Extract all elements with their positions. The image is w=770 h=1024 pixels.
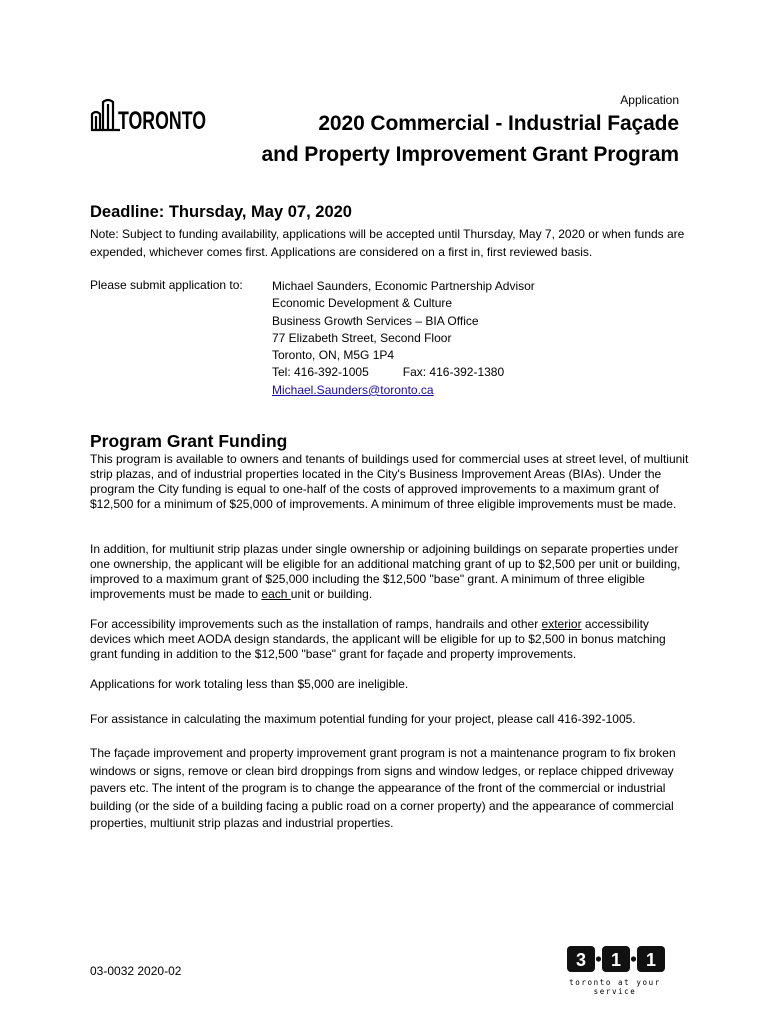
311-digit-2: 1 [610, 950, 622, 970]
funding-paragraph-6: The façade improvement and property improvement grant program is not a maintenance program to fix broken windows or signs, remove or clean bird droppings from signs and window ledges, or replace chipped driveway pavers etc. The intent of the program is to change the appearance of the front of the commercial or industrial building (or the side of a building facing a public road on a corner property) and the appearance of commercial properties, multiunit strip plazas and industrial properties. [90, 746, 676, 830]
page-title-line1: 2020 Commercial - Industrial Façade [318, 112, 679, 135]
form-number: 03-0032 2020-02 [90, 964, 182, 978]
toronto-logo [90, 94, 208, 135]
deadline-heading: Deadline: Thursday, May 07, 2020 [90, 203, 352, 221]
submit-address [272, 278, 692, 399]
funding-paragraph-2 [90, 542, 690, 602]
contact-fax: Fax: 416-392-1380 [402, 365, 505, 380]
311-digit-1: 3 [575, 950, 587, 970]
contact-office: Business Growth Services – BIA Office [272, 313, 479, 328]
contact-tel: Tel: 416-392-1005 [272, 365, 369, 380]
p2-emphasis-each: each [261, 587, 291, 601]
contact-email-link[interactable]: Michael.Saunders@toronto.ca [272, 382, 434, 397]
p2-text-after: unit or building. [290, 587, 373, 601]
p3-emphasis-exterior: exterior [541, 617, 582, 631]
submit-label: Please submit application to: [90, 278, 243, 292]
contact-phone-row [272, 364, 692, 381]
doc-type-label: Application [620, 93, 679, 107]
funding-paragraph-3 [90, 617, 690, 662]
contact-city: Toronto, ON, M5G 1P4 [272, 348, 395, 363]
section-heading-funding: Program Grant Funding [90, 431, 288, 451]
funding-paragraph-5: For assistance in calculating the maximum potential funding for your project, please call 416-392-1005. [90, 712, 636, 726]
page-title-line2: and Property Improvement Grant Program [261, 143, 679, 166]
contact-street: 77 Elizabeth Street, Second Floor [272, 330, 452, 345]
contact-name: Michael Saunders, Economic Partnership Advisor [272, 279, 535, 293]
logo-wordmark: TORONTO [118, 107, 206, 135]
funding-paragraph-1: This program is available to owners and tenants of buildings used for commercial uses at street level, of multiunit strip plazas, and of industrial properties located in the City's Business Improvement Areas (BIAs). Under the program the City funding is equal to one-half of the costs of approved improvements to a maximum grant of $12,500 for a minimum of $25,000 of improvements. A minimum of three eligible improvements must be made. [90, 452, 689, 511]
p2-text-before: In addition, for multiunit strip plazas under single ownership or adjoining buildings on separate properties under one ownership, the applicant will be eligible for an additional matching grant of up to $2,500 per unit or building, improved to a maximum grant of $25,000 including the $12,500 "base" grant. A minimum of three eligible improvements must be made to [90, 542, 681, 601]
311-tagline: toronto at your service [569, 978, 661, 996]
p3-text-before: For accessibility improvements such as the installation of ramps, handrails and other [90, 617, 542, 631]
p3-text-after: accessibility devices which meet AODA design standards, the applicant will be eligible for up to $2,500 in bonus matching grant funding in addition to the $12,500 "base" grant for façade and property improvements. [90, 617, 666, 661]
contact-department: Economic Development & Culture [272, 296, 453, 311]
funding-paragraph-4: Applications for work totaling less than $5,000 are ineligible. [90, 677, 409, 691]
city-hall-icon [90, 94, 208, 135]
311-digit-3: 1 [645, 950, 657, 970]
deadline-note: Note: Subject to funding availability, applications will be accepted until Thursday, May 7, 2020 or when funds are expended, whichever comes first. Applications are considered on a first in, first reviewed basis. [90, 227, 685, 259]
